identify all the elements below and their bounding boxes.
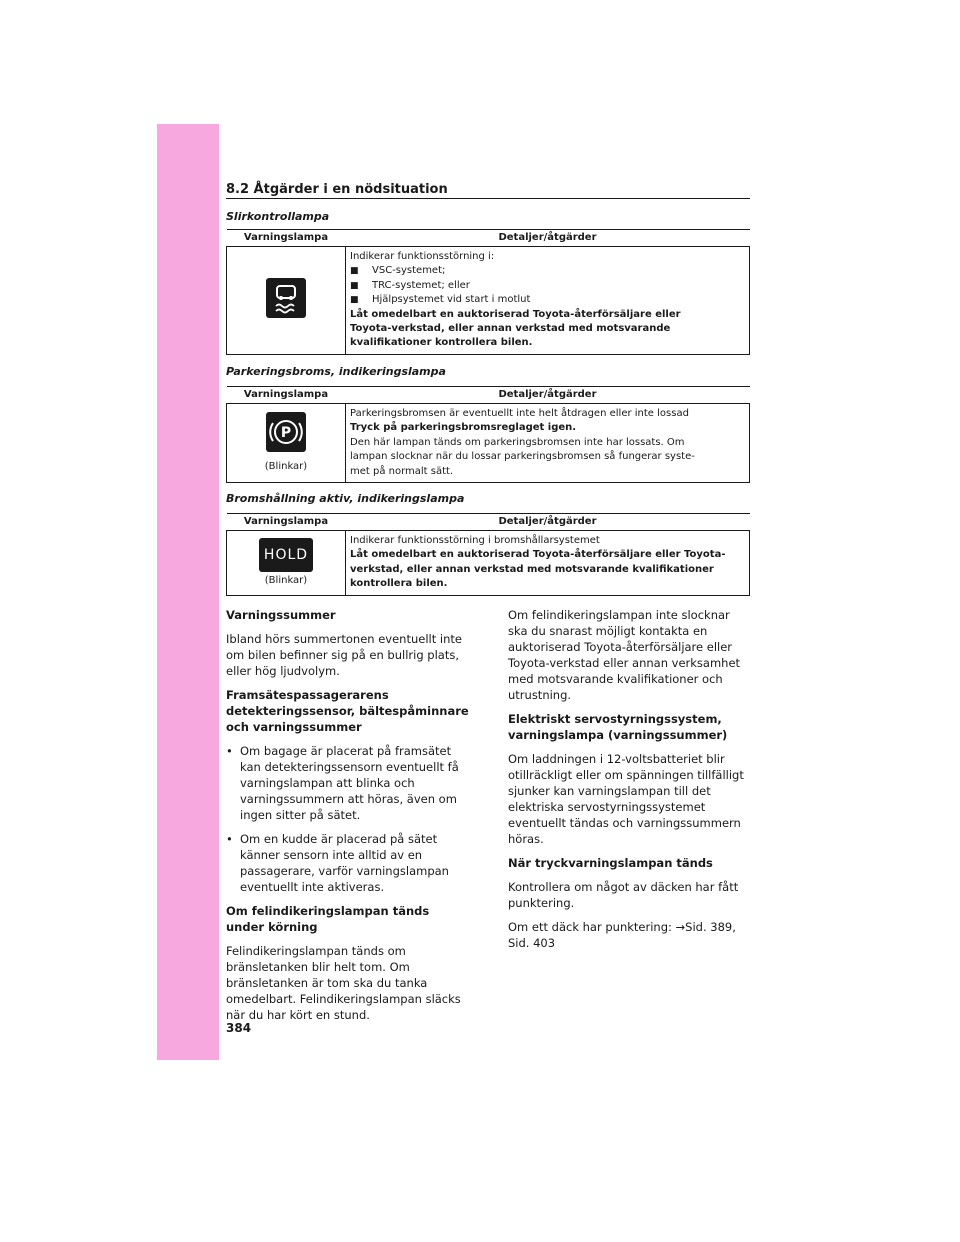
right-text-column	[508, 607, 750, 959]
column-header-lamp: Varningslampa	[227, 230, 346, 247]
warning-table-skid-control	[226, 229, 750, 355]
column-header-lamp: Varningslampa	[227, 514, 346, 531]
warning-table-brake-hold	[226, 513, 750, 596]
lamp-caption: (Blinkar)	[264, 574, 308, 586]
detail-line: kontrollera bilen.	[350, 578, 448, 590]
column-header-lamp: Varningslampa	[227, 387, 346, 404]
detail-line: Indikerar funktionsstörning i:	[350, 251, 495, 262]
page-reference[interactable]: Om ett däck har punktering: →Sid. 389, Sid. 403	[508, 920, 736, 950]
lamp-caption: (Blinkar)	[264, 460, 308, 472]
subheading: När tryckvarningslampan tänds	[508, 856, 713, 870]
page-edge-tab	[157, 124, 219, 1060]
left-text-column	[226, 607, 471, 1031]
page-number: 384	[226, 1021, 252, 1035]
table-title-brake-hold: Bromshållning aktiv, indikeringslampa	[226, 492, 465, 505]
detail-line: Låt omedelbart en auktoriserad Toyota-återförsäljare eller	[350, 308, 681, 320]
section-header	[226, 178, 750, 199]
column-header-details: Detaljer/åtgärder	[346, 387, 750, 404]
detail-line: ■ Hjälpsystemet vid start i motlut	[350, 294, 531, 306]
detail-line: lampan slocknar när du lossar parkeringsbromsen så fungerar syste-	[350, 451, 695, 463]
subheading: Varningssummer	[226, 608, 336, 622]
detail-line: Låt omedelbart en auktoriserad Toyota-återförsäljare eller Toyota-	[350, 549, 726, 561]
list-item: • Om bagage är placerat på framsätet kan detekteringssensorn eventuellt få varningslampan att blinka och varningssummern att höras, även om ingen sitter på sätet.	[226, 744, 459, 822]
detail-line: ■ TRC-systemet; eller	[350, 279, 470, 291]
detail-line: Indikerar funktionsstörning i bromshållarsystemet	[350, 535, 600, 546]
subheading: Elektriskt servostyrningssystem, varningslampa (varningssummer)	[508, 712, 728, 742]
lamp-cell	[227, 404, 346, 483]
paragraph: Kontrollera om något av däcken har fått punktering.	[508, 880, 739, 910]
column-header-details: Detaljer/åtgärder	[346, 230, 750, 247]
detail-line: Den här lampan tänds om parkeringsbromsen inte har lossats. Om	[350, 436, 685, 448]
detail-line: Tryck på parkeringsbromsreglaget igen.	[350, 422, 577, 434]
detail-line: Toyota-verkstad, eller annan verkstad med motsvarande	[350, 323, 671, 335]
table-title-skid-control: Slirkontrollampa	[226, 210, 330, 223]
skid-control-icon	[266, 278, 306, 318]
detail-line: kvalifikationer kontrollera bilen.	[350, 337, 533, 349]
parking-brake-icon	[266, 412, 306, 452]
details-cell	[346, 404, 750, 483]
detail-line: ■ VSC-systemet;	[350, 265, 446, 277]
lamp-cell	[227, 531, 346, 596]
paragraph: Ibland hörs summertonen eventuellt inte om bilen befinner sig på en bullrig plats, eller hög ljudvolym.	[226, 632, 462, 678]
paragraph: Om felindikeringslampan inte slocknar ska du snarast möjligt kontakta en auktoriserad Toyota-återförsäljare eller Toyota-verkstad eller annan verksamhet med motsvarande kvalifikationer och utrustning.	[508, 608, 741, 702]
brake-hold-icon: HOLD	[259, 538, 313, 572]
paragraph: Om laddningen i 12-voltsbatteriet blir otillräckligt eller om spänningen tillfälligt sjunker kan varningslampan till det elektriska servostyrningssystemet eventuellt tändas och varningssummern höras.	[508, 752, 744, 846]
warning-table-parking-brake	[226, 386, 750, 483]
detail-line: verkstad, eller annan verkstad med motsvarande kvalifikationer	[350, 563, 714, 575]
subheading: Framsätespassagerarens detekteringssensor, bältespåminnare och varningssummer	[226, 688, 469, 734]
lamp-cell	[227, 247, 346, 355]
detail-line: Parkeringsbromsen är eventuellt inte helt åtdragen eller inte lossad	[350, 408, 689, 419]
column-header-details: Detaljer/åtgärder	[346, 514, 750, 531]
svg-text:P: P	[280, 425, 292, 442]
section-title: 8.2 Åtgärder i en nödsituation	[226, 182, 448, 197]
table-title-parking-brake: Parkeringsbroms, indikeringslampa	[226, 365, 446, 378]
list-item: • Om en kudde är placerad på sätet känner sensorn inte alltid av en passagerare, varför varningslampan eventuellt inte aktiveras.	[226, 832, 449, 894]
detail-line: met på normalt sätt.	[350, 465, 454, 477]
details-cell	[346, 247, 750, 355]
details-cell	[346, 531, 750, 596]
paragraph: Felindikeringslampan tänds om bränsletanken blir helt tom. Om bränsletanken är tom ska du tanka omedelbart. Felindikeringslampan släcks när du har kört en stund.	[226, 944, 461, 1022]
subheading: Om felindikeringslampan tänds under körning	[226, 904, 430, 934]
